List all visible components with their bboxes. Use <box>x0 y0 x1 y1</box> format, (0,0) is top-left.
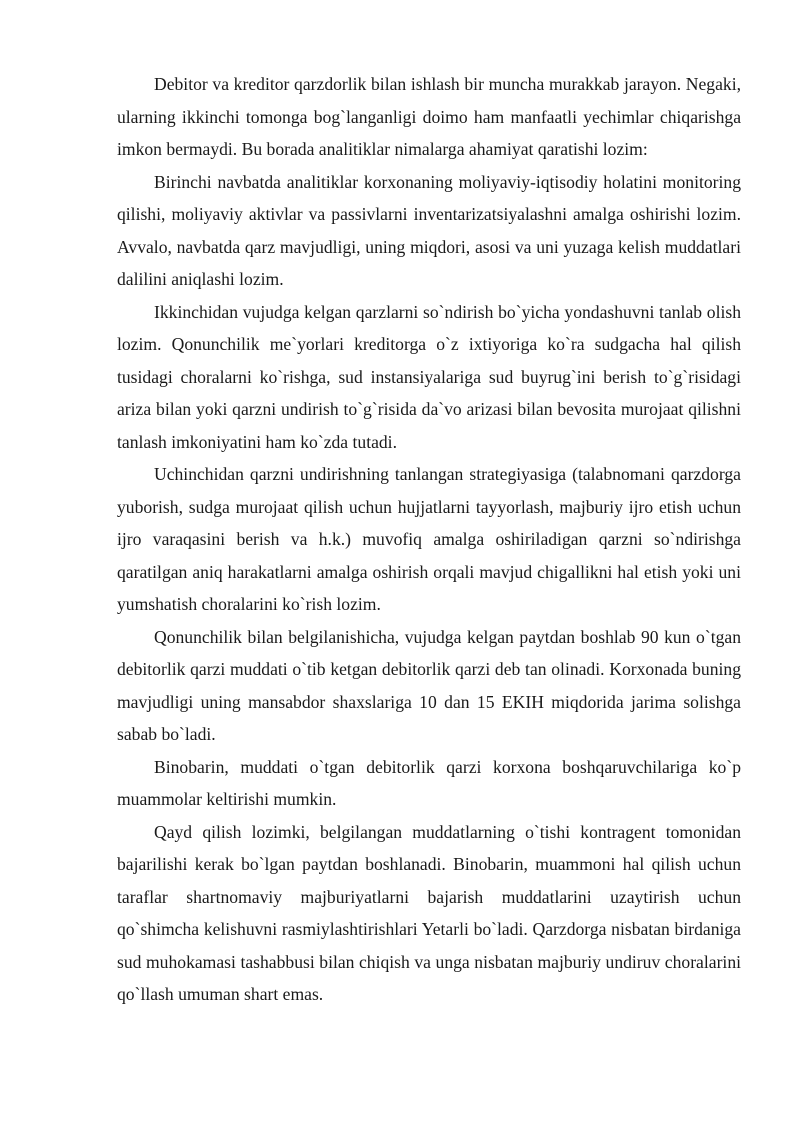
paragraph-deadline-note: Qayd qilish lozimki, belgilangan muddatlarning o`tishi kontragent tomonidan bajarilishi kerak bo`lgan paytdan boshlanadi. Binobarin, muammoni hal qilish uchun taraflar shartnomaviy majburiyatlarni bajarish muddatlarini uzaytirish uchun qo`shimcha kelishuvni rasmiylashtirishlari Yetarli bo`ladi. Qarzdorga nisbatan birdaniga sud muhokamasi tashabbusi bilan chiqish va unga nisbatan majburiy undiruv choralarini qo`llash umuman shart emas. <box>117 821 741 1004</box>
document-body <box>117 68 741 1011</box>
paragraph-intro: Debitor va kreditor qarzdorlik bilan ishlash bir muncha murakkab jarayon. Negaki, ularning ikkinchi tomonga bog`langanligi doimo ham manfaatli yechimlar chiqarishga imkon bermaydi. Bu borada analitiklar nimalarga ahamiyat qaratishi lozim: <box>117 74 741 159</box>
paragraph-third-step: Uchinchidan qarzni undirishning tanlangan strategiyasiga (talabnomani qarzdorga yuborish, sudga murojaat qilish uchun hujjatlarni tayyorlash, majburiy ijro etish uchun ijro varaqasini berish va h.k.) muvofiq amalga oshiriladigan qarzni so`ndirishga qaratilgan aniq harakatlarni amalga oshirish orqali mavjud chigallikni hal etish yoki uni yumshatish choralarini ko`rish lozim. <box>117 464 741 614</box>
paragraph-first-step: Birinchi navbatda analitiklar korxonaning moliyaviy-iqtisodiy holatini monitoring qilishi, moliyaviy aktivlar va passivlarni inventarizatsiyalashni amalga oshirishi lozim. Avvalo, navbatda qarz mavjudligi, uning miqdori, asosi va uni yuzaga kelish muddatlari dalilini aniqlashi lozim. <box>117 171 741 289</box>
paragraph-second-step: Ikkinchidan vujudga kelgan qarzlarni so`ndirish bo`yicha yondashuvni tanlab olish lozim. Qonunchilik me`yorlari kreditorga o`z ixtiyoriga ko`ra sudgacha hal qilish tusidagi choralarni ko`rishga, sud instansiyalariga sud buyrug`ini berish to`g`risidagi ariza bilan yoki qarzni undirish to`g`risida da`vo arizasi bilan bevosita murojaat qilishni tanlash imkoniyatini ham ko`zda tutadi. <box>117 301 741 452</box>
paragraph-consequences: Binobarin, muddati o`tgan debitorlik qarzi korxona boshqaruvchilariga ko`p muammolar keltirishi mumkin. <box>117 756 741 809</box>
paragraph-overdue-definition: Qonunchilik bilan belgilanishicha, vujudga kelgan paytdan boshlab 90 kun o`tgan debitorlik qarzi muddati o`tib ketgan debitorlik qarzi deb tan olinadi. Korxonada buning mavjudligi uning mansabdor shaxslariga 10 dan 15 EKIH miqdorida jarima solishga sabab bo`ladi. <box>117 626 741 744</box>
